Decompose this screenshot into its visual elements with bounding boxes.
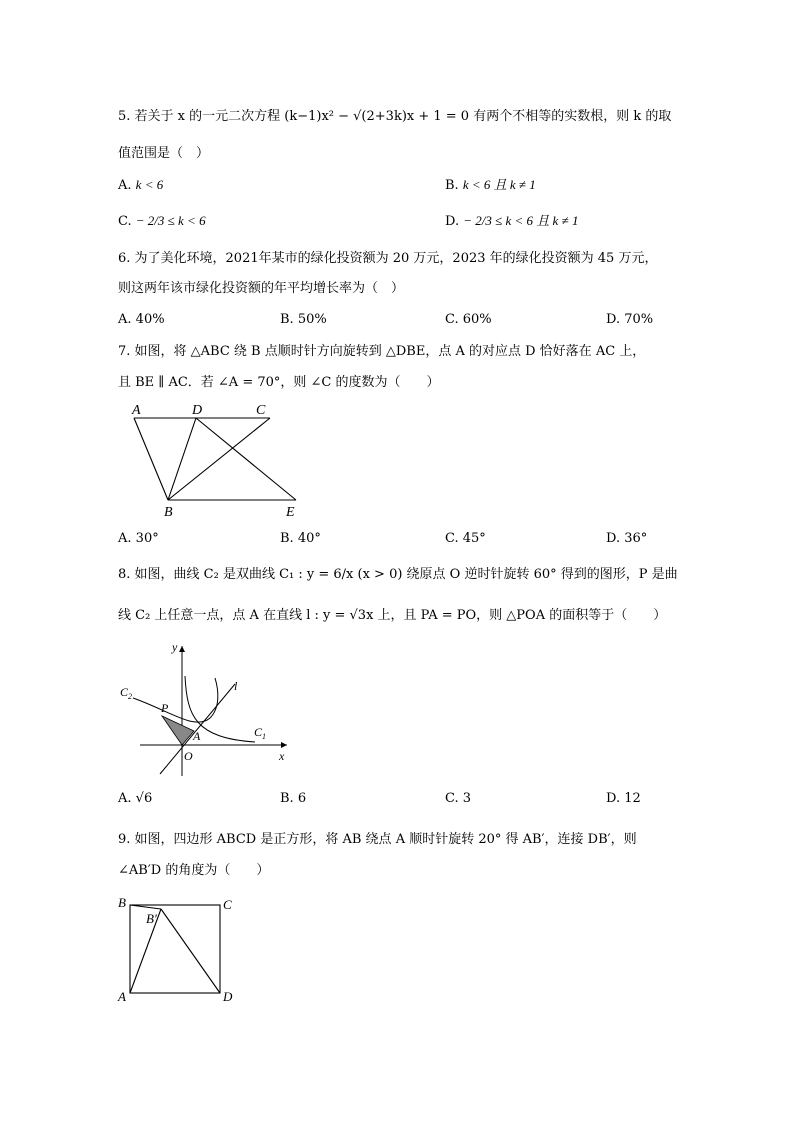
q8-figure (115, 636, 300, 781)
q8-option-b-label: B. (280, 791, 294, 806)
q6-option-d-label: D. (606, 312, 621, 327)
q7-option-d-label: D. (606, 531, 621, 546)
q6-option-a-text: 40% (135, 312, 165, 327)
q8-option-c-label: C. (445, 791, 459, 806)
q8-label-x: x (279, 749, 285, 763)
q5-option-c[interactable] (118, 212, 206, 231)
q5-option-d-label: D. (445, 214, 460, 229)
q6-option-a-label: A. (118, 312, 132, 327)
q5-option-d[interactable] (445, 212, 578, 231)
q7-option-d[interactable] (606, 530, 647, 548)
q9-label-bp: B′ (146, 911, 157, 926)
q8-option-a[interactable] (118, 790, 152, 808)
q6-option-b-text: 50% (297, 312, 327, 327)
q8-label-l: l (234, 679, 238, 693)
q6-option-c[interactable] (445, 311, 492, 329)
q5-option-a[interactable] (118, 176, 163, 195)
q7-option-a[interactable] (118, 530, 159, 548)
q6-stem-line2: 则这两年该市绿化投资额的年平均增长率为（ ） (118, 281, 405, 296)
q7-option-a-label: A. (118, 531, 132, 546)
q8-label-p: P (161, 701, 169, 715)
q8-label-y: y (172, 640, 178, 654)
q6-option-b-label: B. (280, 312, 294, 327)
q9-label-c: C (223, 897, 232, 912)
q6-option-c-label: C. (445, 312, 459, 327)
q7-option-a-text: 30° (135, 531, 159, 546)
q8-option-b[interactable] (280, 790, 306, 808)
q6-option-d[interactable] (606, 311, 653, 329)
q5-option-a-text: k < 6 (135, 177, 164, 192)
q7-segment-ab (134, 418, 168, 500)
q5-option-b-text: k < 6 且 k ≠ 1 (462, 177, 536, 192)
q8-option-a-label: A. (118, 791, 132, 806)
q9-figure (115, 893, 245, 1005)
q6-option-a[interactable] (118, 311, 165, 329)
q8-label-c1: $C_1$ (254, 725, 267, 741)
q7-segment-de (196, 418, 296, 500)
q8-option-d[interactable] (606, 790, 641, 808)
q8-option-c[interactable] (445, 790, 471, 808)
q7-figure (120, 398, 320, 520)
q7-option-b-text: 40° (297, 531, 321, 546)
q8-option-d-label: D. (606, 791, 621, 806)
q8-option-a-text: √6 (135, 791, 153, 806)
q9-label-a: A (118, 989, 126, 1004)
q6-option-d-text: 70% (624, 312, 654, 327)
q6-option-c-text: 60% (462, 312, 492, 327)
q5-stem-line1: 5. 若关于 x 的一元二次方程 (k−1)x² − √(2+3k)x + 1 = 0 有两个不相等的实数根，则 k 的取 (118, 109, 672, 124)
q7-label-e: E (286, 505, 295, 520)
q7-option-c[interactable] (445, 530, 486, 548)
q8-label-c2: $C_2$ (120, 685, 133, 701)
q5-option-b[interactable] (445, 176, 536, 195)
q8-triangle-poa (162, 716, 194, 745)
q7-option-c-text: 45° (462, 531, 486, 546)
q9-label-d: D (223, 989, 233, 1004)
q7-label-d: D (192, 403, 203, 418)
q7-option-c-label: C. (445, 531, 459, 546)
q6-stem-line1: 6. 为了美化环境，2021年某市的绿化投资额为 20 万元，2023 年的绿化投资额为 45 万元， (118, 251, 658, 266)
q7-label-c: C (256, 403, 266, 418)
q7-segment-bd (168, 418, 196, 500)
q7-option-b[interactable] (280, 530, 321, 548)
q5-stem-line2: 值范围是（ ） (118, 146, 210, 161)
q8-label-a: A (193, 729, 201, 743)
q8-option-d-text: 12 (624, 791, 641, 806)
q9-stem-line1: 9. 如图，四边形 ABCD 是正方形，将 AB 绕点 A 顺时针旋转 20° 得 AB′，连接 DB′，则 (118, 832, 637, 847)
q8-stem-line2: 线 C₂ 上任意一点，点 A 在直线 l : y = √3x 上，且 PA = PO，则 △POA 的面积等于（ ） (118, 608, 667, 623)
q7-segment-bc (168, 418, 270, 500)
q8-stem-line1: 8. 如图，曲线 C₂ 是双曲线 C₁ : y = 6/x (x > 0) 绕原点 O 逆时针旋转 60° 得到的图形，P 是曲 (118, 567, 678, 582)
q6-option-b[interactable] (280, 311, 327, 329)
q7-option-d-text: 36° (624, 531, 648, 546)
q8-option-b-text: 6 (297, 791, 307, 806)
q5-option-d-text: − 2/3 ≤ k < 6 且 k ≠ 1 (463, 213, 579, 228)
q7-stem-line2: 且 BE ∥ AC．若 ∠A = 70°，则 ∠C 的度数为（ ） (118, 375, 440, 390)
q7-stem-line1: 7. 如图，将 △ABC 绕 B 点顺时针方向旋转到 △DBE，点 A 的对应点 D 恰好落在 AC 上， (118, 344, 646, 359)
q5-option-b-label: B. (445, 178, 459, 193)
q7-option-b-label: B. (280, 531, 294, 546)
q5-option-a-label: A. (118, 178, 132, 193)
q5-option-c-label: C. (118, 214, 132, 229)
q8-label-o: O (184, 749, 193, 763)
q8-curve-c2 (133, 678, 218, 722)
q7-label-b: B (164, 505, 173, 520)
q9-stem-line2: ∠AB′D 的角度为（ ） (118, 863, 270, 878)
q9-segment-dbp (161, 909, 220, 993)
q9-segment-bbp (130, 905, 161, 909)
q9-label-b: B (118, 895, 126, 910)
q5-option-c-text: − 2/3 ≤ k < 6 (135, 213, 206, 228)
q7-label-a: A (132, 403, 141, 418)
q9-square-abcd (130, 905, 220, 993)
q8-option-c-text: 3 (462, 791, 472, 806)
